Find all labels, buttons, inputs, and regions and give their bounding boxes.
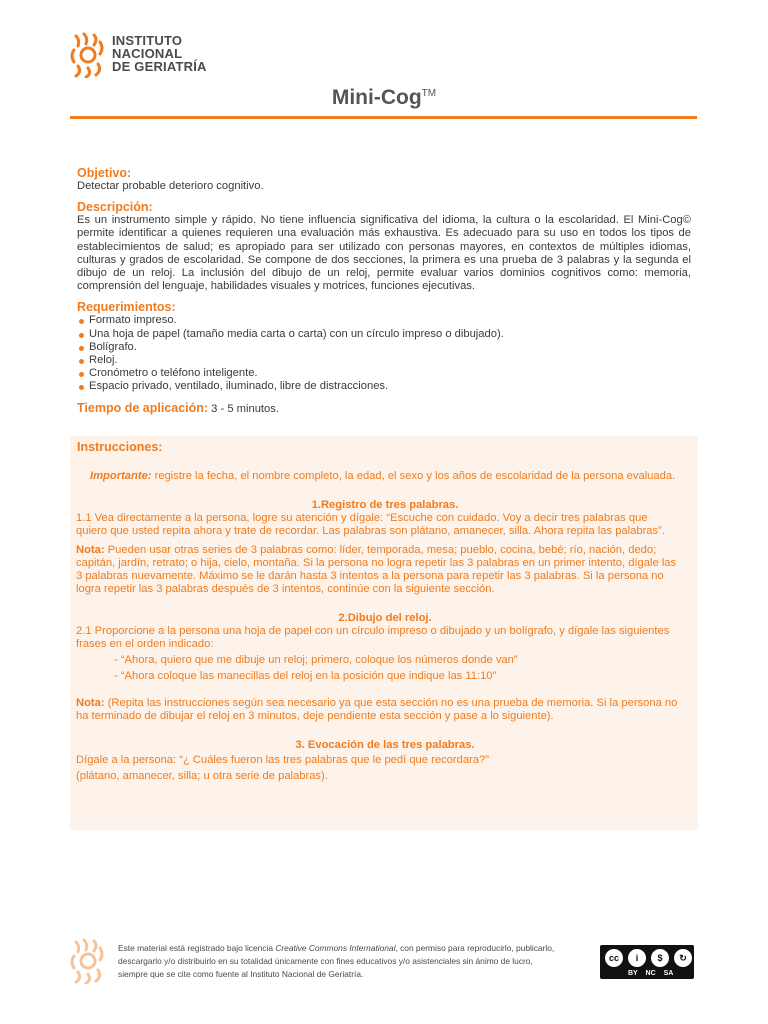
section1-nota: [76, 544, 680, 596]
title-divider: [70, 116, 697, 119]
descripcion-heading: Descripción:: [77, 200, 153, 215]
nota-label: Nota:: [76, 544, 105, 556]
list-item: Espacio privado, ventilado, iluminado, libre de distracciones.: [77, 380, 691, 393]
ring-logo-icon: [70, 32, 106, 78]
org-line-3: DE GERIATRÍA: [112, 59, 207, 74]
instrucciones-box: [70, 436, 698, 830]
section2-item-2: - “Ahora coloque las manecillas del reloj en la posición que indique las 11:10”: [114, 670, 497, 682]
ring-logo-icon: [70, 938, 106, 984]
cc-label: BY NC SA: [628, 970, 674, 977]
section1-title: 1.Registro de tres palabras.: [311, 499, 459, 511]
title-text: Mini-Cog: [331, 86, 422, 109]
cc-icon: cc: [604, 948, 624, 968]
license-name: Creative Commons International: [275, 943, 396, 953]
descripcion-text: Es un instrumento simple y rápido. No tiene influencia significativa del idioma, la cultura o la escolaridad. El Mini-Cog© permite identificar a quienes requieren una evaluación más exhaustiva. Es adecuado para su uso en todos los tipos de establecimientos de salud; es apropiado para ser utilizado con personas mayores, en contextos de múltiples idiomas, culturas y grados de escolaridad. Se compone de dos secciones, la primera es una prueba de 3 palabras y la segunda el dibujo de un reloj. La inclusión del dibujo de un reloj, permite evaluar varios dominios cognitivos como: memoria, comprensión del lenguaje, habilidades visuales y motrices, funciones ejecutivas.: [77, 214, 691, 293]
tiempo-value: 3 - 5 minutos.: [211, 402, 279, 415]
importante-paragraph: [90, 470, 680, 483]
section3-text: Dígale a la persona: “¿ Cuáles fueron las tres palabras que le pedí que recordara?”: [76, 754, 489, 766]
list-item: Bolígrafo.: [77, 341, 691, 354]
main-content: [77, 166, 691, 423]
section2-item-1: - “Ahora, quiero que me dibuje un reloj; primero, coloque los números donde van”: [114, 654, 518, 666]
list-item: Una hoja de papel (tamaño media carta o carta) con un círculo impreso o dibujado).: [77, 328, 691, 341]
section3-title: 3. Evocación de las tres palabras.: [295, 739, 475, 751]
nota-label: Nota:: [76, 697, 105, 709]
requerimientos-section: [77, 300, 691, 393]
instrucciones-heading: Instrucciones:: [77, 440, 163, 454]
footer: [70, 936, 698, 986]
trademark-mark: TM: [421, 88, 437, 99]
institution-logo: [70, 30, 220, 82]
section2-text: 2.1 Proporcione a la persona una hoja de papel con un círculo impreso o dibujado y un bolígrafo, y dígale las siguientes frases en el orden indicado:: [76, 625, 670, 650]
importante-label: Importante:: [90, 470, 152, 482]
section2-nota: [76, 697, 680, 723]
institution-name: [112, 34, 207, 73]
org-line-2: NACIONAL: [112, 46, 183, 61]
importante-text: registre la fecha, el nombre completo, la edad, el sexo y los años de escolaridad de la persona evaluada.: [151, 470, 676, 482]
nota-text: Pueden usar otras series de 3 palabras como: líder, temporada, mesa; pueblo, cocina, bebé; río, nación, dedo; capitán, jardín, retrato; o hija, cielo, montaña. Si la persona no logra repetir las 3 palabras en un primer intento, dígale las 3 palabras nuevamente. Máximo se le darán hasta 3 intentos a la persona para repetir las 3 palabras. Si la persona no logra repetir las 3 palabras después de 3 intentos, continúe con la siguiente sección.: [76, 544, 677, 595]
page-title: [0, 86, 768, 110]
instrucciones-body: [76, 470, 680, 783]
objetivo-text: Detectar probable deterioro cognitivo.: [77, 180, 264, 192]
list-item: Cronómetro o teléfono inteligente.: [77, 367, 691, 380]
license-text-c: , con permiso para reproducirlo, publicarlo, descargarlo y/o distribuirlo en su totalidad únicamente con fines educativos y/o asistenciales sin ánimo de lucro, siempre que se cite como fuente al Instituto Nacional de Geriatría.: [118, 943, 555, 979]
creative-commons-badge: [600, 945, 694, 979]
sharealike-icon: ↻: [673, 948, 693, 968]
org-line-1: INSTITUTO: [112, 33, 183, 48]
objetivo-section: [77, 166, 691, 193]
nota-text: (Repita las instrucciones según sea necesario ya que esta sección no es una prueba de memoria. Si la persona no ha terminado de dibujar el reloj en 3 minutos, deje pendiente esta sección y pase a lo siguiente).: [76, 697, 678, 722]
list-item: Formato impreso.: [77, 314, 691, 327]
tiempo-section: [77, 401, 691, 416]
section2-title: 2.Dibujo del reloj.: [338, 612, 432, 624]
requerimientos-heading: Requerimientos:: [77, 300, 176, 315]
section1-text: 1.1 Vea directamente a la persona, logre su atención y dígale: “Escuche con cuidado. Voy a decir tres palabras que quiero que usted repita ahora y trate de recordar. Las palabras son plátano, amanecer, silla. Ahora repita las palabras”.: [76, 512, 665, 537]
noncommercial-icon: $: [650, 948, 670, 968]
license-text: [118, 942, 560, 981]
tiempo-heading: Tiempo de aplicación:: [77, 400, 209, 415]
list-item: Reloj.: [77, 354, 691, 367]
attribution-icon: i: [627, 948, 647, 968]
objetivo-heading: Objetivo:: [77, 166, 132, 180]
descripcion-section: [77, 200, 691, 293]
license-text-a: Este material está registrado bajo licencia: [118, 943, 276, 953]
requerimientos-list: [77, 314, 691, 393]
section3-text-2: (plátano, amanecer, silla; u otra serie de palabras).: [76, 770, 328, 782]
